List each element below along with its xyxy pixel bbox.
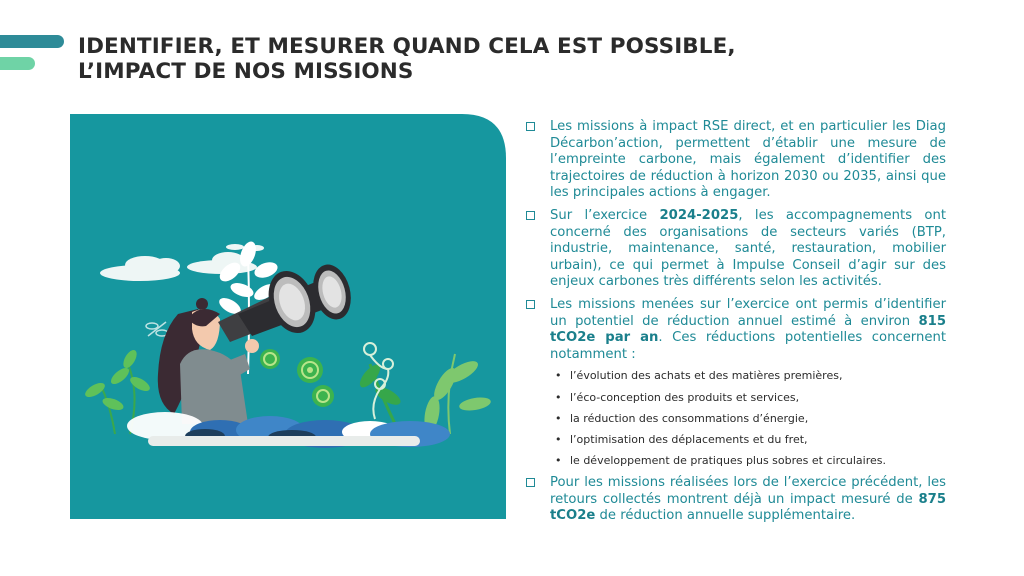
title-line-1: IDENTIFIER, ET MESURER QUAND CELA EST POSSIBLE,	[78, 34, 736, 59]
checkbox-bullet-icon	[526, 478, 535, 487]
bullet-text-post: , les accompagnements ont concerné des organisations de secteurs variés (BTP, industrie, maintenance, santé, restauration, mobilier urbain), ce qui permet à Impulse Conseil d’agir sur des enjeux carbones très différents selon les activités.	[550, 207, 946, 290]
bullet-text: Les missions à impact RSE direct, et en particulier les Diag Décarbon’action, permettent d’établir une mesure de l’empreinte carbone, mais également d’identifier des trajectoires de réduction à horizon 2030 ou 2035, ainsi que les principales actions à engager.	[550, 119, 946, 201]
bullet-text-pre: Sur l’exercice	[550, 207, 660, 223]
list-item: • l’évolution des achats et des matières premières,	[550, 369, 946, 383]
binoculars-illustration	[70, 114, 506, 519]
bullet-highlight: 815 tCO2e par an	[550, 313, 946, 346]
checkbox-bullet-icon	[526, 122, 535, 131]
bullet-text-post: . Ces réductions potentielles concernent notamment :	[550, 330, 946, 362]
list-item: • la réduction des consommations d’énergie,	[550, 412, 946, 426]
checkbox-bullet-icon	[526, 211, 535, 220]
accent-bar-green	[0, 57, 35, 70]
bullet-paragraph-4	[526, 475, 946, 525]
bullet-text-pre: Les missions menées sur l’exercice ont permis d’identifier un potentiel de réduction annuel estimé à environ	[550, 296, 946, 329]
list-item: • l’éco-conception des produits et services,	[550, 391, 946, 405]
bullet-text-post: de réduction annuelle supplémentaire.	[595, 508, 856, 524]
bullet-paragraph-2	[526, 208, 946, 291]
page-title	[78, 34, 736, 84]
bullet-highlight: 2024-2025	[659, 207, 739, 223]
checkbox-bullet-icon	[526, 300, 535, 309]
bullet-text-pre: Pour les missions réalisées lors de l’exercice précédent, les retours collectés montrent déjà un impact mesuré de	[550, 475, 946, 507]
content-column	[526, 119, 946, 531]
list-item: • l’optimisation des déplacements et du fret,	[550, 433, 946, 447]
bullet-highlight: 875 tCO2e	[550, 491, 946, 524]
bullet-paragraph-3	[526, 297, 946, 363]
title-line-2: L’IMPACT DE NOS MISSIONS	[78, 59, 414, 84]
reduction-list	[526, 369, 946, 468]
bullet-paragraph-1	[526, 119, 946, 202]
list-item: • le développement de pratiques plus sobres et circulaires.	[550, 454, 946, 468]
accent-bar-teal	[0, 35, 64, 48]
